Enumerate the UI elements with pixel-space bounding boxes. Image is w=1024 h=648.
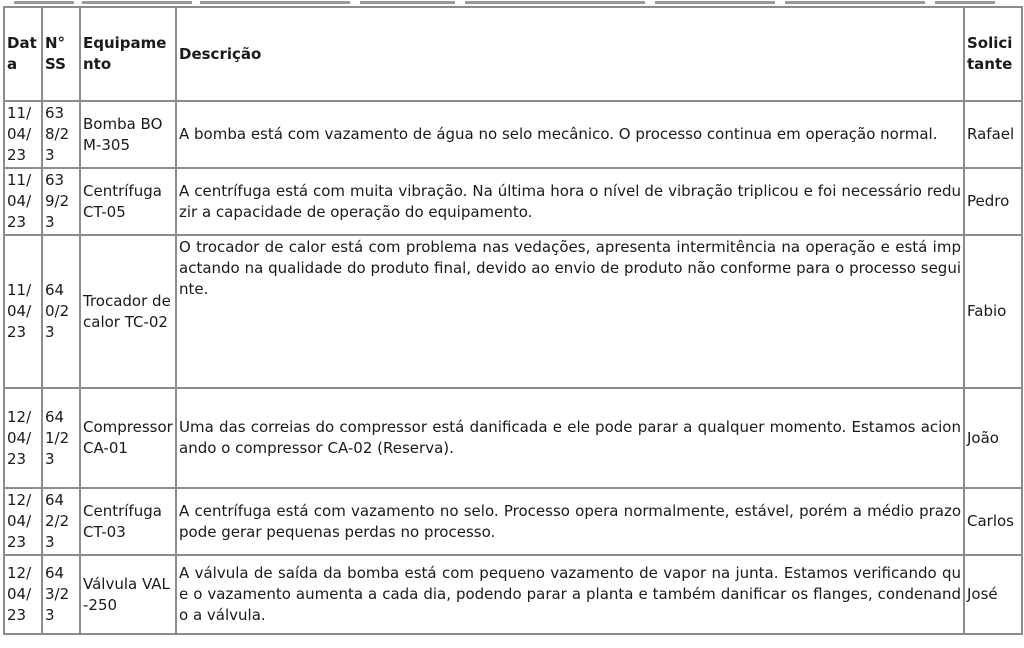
- table-row: [4, 488, 1022, 555]
- cell-solicitante: Rafael: [964, 101, 1022, 168]
- table-row: [4, 168, 1022, 235]
- cell-nss: 642/23: [42, 488, 80, 555]
- cell-descricao: A centrífuga está com vazamento no selo. Processo opera normalmente, estável, porém a médio prazo pode gerar pequenas perdas no processo.: [176, 488, 964, 555]
- table-row: [4, 388, 1022, 488]
- table-row: [4, 101, 1022, 168]
- cell-descricao: A válvula de saída da bomba está com pequeno vazamento de vapor na junta. Estamos verificando que o vazamento aumenta a cada dia, podendo parar a planta e também danificar os flanges, condenando a válvula.: [176, 555, 964, 634]
- cell-equipamento: Centrífuga CT-03: [80, 488, 176, 555]
- cell-data: 12/04/23: [4, 488, 42, 555]
- header-descricao: Descrição: [176, 7, 964, 101]
- cell-equipamento: Válvula VAL-250: [80, 555, 176, 634]
- header-data: Data: [4, 7, 42, 101]
- header-nss: N° SS: [42, 7, 80, 101]
- cell-data: 11/04/23: [4, 168, 42, 235]
- cell-solicitante: Carlos: [964, 488, 1022, 555]
- table-row: [4, 555, 1022, 634]
- cell-solicitante: Pedro: [964, 168, 1022, 235]
- header-equipamento: Equipamento: [80, 7, 176, 101]
- cell-equipamento: Bomba BOM-305: [80, 101, 176, 168]
- table-row: [4, 235, 1022, 388]
- cell-descricao: A bomba está com vazamento de água no selo mecânico. O processo continua em operação normal.: [176, 101, 964, 168]
- cell-data: 12/04/23: [4, 555, 42, 634]
- cell-descricao: A centrífuga está com muita vibração. Na última hora o nível de vibração triplicou e foi necessário reduzir a capacidade de operação do equipamento.: [176, 168, 964, 235]
- cell-equipamento: Centrífuga CT-05: [80, 168, 176, 235]
- cell-nss: 638/23: [42, 101, 80, 168]
- cell-data: 11/04/23: [4, 101, 42, 168]
- cell-solicitante: João: [964, 388, 1022, 488]
- cell-descricao: Uma das correias do compressor está danificada e ele pode parar a qualquer momento. Estamos acionando o compressor CA-02 (Reserva).: [176, 388, 964, 488]
- cell-equipamento: Trocador de calor TC-02: [80, 235, 176, 388]
- cell-nss: 643/23: [42, 555, 80, 634]
- cell-descricao: O trocador de calor está com problema nas vedações, apresenta intermitência na operação e está impactando na qualidade do produto final, devido ao envio de produto não conforme para o processo seguinte.: [176, 235, 964, 388]
- cell-nss: 641/23: [42, 388, 80, 488]
- cell-solicitante: Fabio: [964, 235, 1022, 388]
- service-requests-table: [3, 6, 1023, 635]
- cell-data: 12/04/23: [4, 388, 42, 488]
- cell-nss: 639/23: [42, 168, 80, 235]
- cell-solicitante: José: [964, 555, 1022, 634]
- table-header-row: [4, 7, 1022, 101]
- cell-equipamento: Compressor CA-01: [80, 388, 176, 488]
- cell-data: 11/04/23: [4, 235, 42, 388]
- header-solicitante: Solicitante: [964, 7, 1022, 101]
- cell-nss: 640/23: [42, 235, 80, 388]
